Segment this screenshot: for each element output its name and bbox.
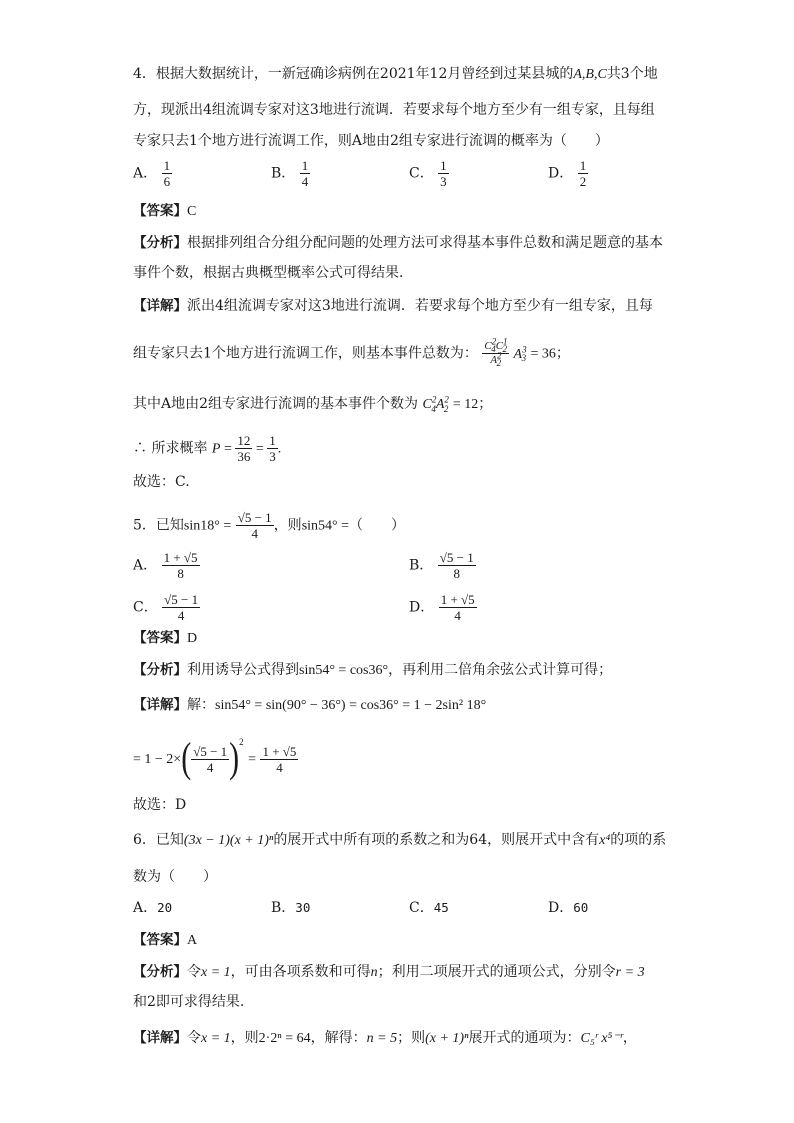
stem-text: 6．已知 <box>133 832 184 848</box>
fraction-numerator: √5 − 1 <box>164 592 199 607</box>
detail-formula: = 1 − 2× <box>133 752 182 767</box>
fraction-numerator: 1 <box>440 158 447 173</box>
fraction-denominator: 6 <box>163 174 171 189</box>
detail-result: = 36； <box>530 346 570 362</box>
q4-conclusion: 故选：C. <box>133 474 190 490</box>
fraction-numerator: 1 + √5 <box>440 592 475 607</box>
q4-stem-vars: A,B,C <box>573 67 607 82</box>
detail-fraction <box>191 744 229 775</box>
detail-text: 派出4组流调专家对这3地进行流调．若要求每个地方至少有一组专家，且每 <box>187 298 653 314</box>
q6-detail-line1 <box>133 1028 637 1049</box>
combination-expr: $C^2_4A^2_2$ <box>422 394 449 414</box>
q6-option-a <box>133 898 172 918</box>
detail-tag: 【详解】 <box>133 1030 187 1046</box>
left-paren: ( <box>181 735 192 782</box>
answer-value: C <box>187 204 197 219</box>
analysis-text: ，可由各项系数和可得 <box>230 964 371 980</box>
detail-text: 令 <box>187 1030 201 1046</box>
q4-option-b <box>271 158 310 189</box>
fraction-numerator: 1 + √5 <box>262 743 297 759</box>
fraction-denominator: 8 <box>177 566 184 581</box>
q6-analysis-line2: 和2即可求得结果. <box>133 994 245 1010</box>
analysis-text: 令 <box>187 964 201 980</box>
answer-tag: 【答案】 <box>133 203 187 219</box>
option-value: 30 <box>295 900 311 915</box>
option-label: A． <box>133 557 158 574</box>
stem-fraction <box>236 510 274 541</box>
fraction-denominator: 2 <box>579 174 587 189</box>
option-fraction <box>438 550 476 581</box>
q6-answer <box>133 930 197 951</box>
right-paren: ) <box>229 735 240 782</box>
q6-analysis-line1 <box>133 962 645 983</box>
option-fraction <box>162 592 200 623</box>
option-label: B． <box>271 900 296 916</box>
option-label: D． <box>409 599 435 616</box>
q4-stem-line2: 方，现派出4组流调专家对这3地进行流调．若要求每个地方至少有一组专家，且每组 <box>133 102 655 118</box>
analysis-text: ；利用二项展开式的通项公式，分别令 <box>377 964 616 980</box>
analysis-tag: 【分析】 <box>133 662 187 678</box>
q5-option-a <box>133 550 200 581</box>
probability-fraction-2 <box>267 433 278 464</box>
fraction-denominator: 3 <box>269 449 276 464</box>
fraction-denominator: 4 <box>454 608 461 623</box>
option-fraction <box>438 158 449 189</box>
fraction-denominator: 4 <box>177 608 185 623</box>
detail-text: 其中A地由2组专家进行流调的基本事件个数为 <box>133 396 419 412</box>
q4-stem-line1 <box>133 64 658 85</box>
detail-text: ，则 <box>230 1030 259 1046</box>
analysis-text: 利用诱导公式得到 <box>187 662 299 678</box>
q4-option-a <box>133 158 172 189</box>
option-fraction <box>578 158 589 189</box>
detail-result-fraction <box>260 744 298 775</box>
q5-answer <box>133 628 197 649</box>
analysis-text: 根据排列组合分组分配问题的处理方法可求得基本事件总数和满足题意的基本 <box>187 235 663 251</box>
option-label: C． <box>409 900 434 916</box>
detail-text: 解： <box>187 697 215 713</box>
q4-analysis-line2: 事件个数，根据古典概型概率公式可得结果. <box>133 265 404 281</box>
q5-option-b <box>409 550 476 581</box>
option-fraction <box>300 158 311 189</box>
analysis-tag: 【分析】 <box>133 235 187 251</box>
fraction-numerator: √5 − 1 <box>237 510 272 525</box>
detail-text: ；则 <box>397 1030 426 1046</box>
stem-text: ，则 <box>273 517 302 534</box>
option-label: A． <box>133 165 158 182</box>
probability-symbol: P <box>211 441 221 457</box>
fraction-numerator: 1 + √5 <box>163 550 198 565</box>
option-label: A． <box>133 900 158 916</box>
q6-option-d <box>548 898 588 918</box>
option-label: D． <box>548 165 574 182</box>
analysis-text: ，再利用二倍角余弦公式计算可得； <box>388 662 613 678</box>
answer-value: D <box>187 631 198 646</box>
fraction-numerator: $C^2_4C^1_2$ <box>484 336 508 355</box>
detail-text: ，解得： <box>310 1030 367 1046</box>
option-label: B． <box>271 165 296 182</box>
fraction-numerator: 1 <box>301 158 309 173</box>
detail-formula: (x + 1)ⁿ <box>425 1031 469 1046</box>
option-fraction <box>162 550 200 581</box>
fraction-numerator: √5 − 1 <box>439 550 474 565</box>
stem-formula: sin54° = <box>301 518 350 534</box>
q4-detail-line3 <box>133 394 492 415</box>
detail-result: = 12； <box>452 397 493 412</box>
q5-option-c <box>133 592 200 623</box>
detail-text: ∴ 所求概率 <box>133 440 208 457</box>
detail-text: 展开式的通项为： <box>468 1030 581 1046</box>
stem-formula: (3x − 1)(x + 1)ⁿ <box>183 833 274 848</box>
analysis-tag: 【分析】 <box>133 964 187 980</box>
q4-detail-line1 <box>133 296 653 316</box>
detail-formula: 2·2ⁿ = 64 <box>258 1031 311 1046</box>
q5-analysis <box>133 660 612 681</box>
option-label: D． <box>548 900 574 916</box>
combination-fraction <box>482 336 509 369</box>
option-label: C． <box>409 165 434 182</box>
fraction-denominator: 4 <box>206 759 214 775</box>
q4-stem-text: 4．根据大数据统计，一新冠确诊病例在2021年12月曾经到过某县城的 <box>133 66 574 82</box>
q4-option-d <box>548 158 588 189</box>
stem-text: （ ） <box>349 517 406 534</box>
detail-formula: x = 1 <box>201 1031 231 1046</box>
analysis-formula: sin54° = cos36° <box>299 663 389 678</box>
stem-text: 的展开式中所有项的系数之和为64，则展开式中含有 <box>273 832 600 848</box>
probability-fraction-1 <box>235 433 252 464</box>
q5-detail-line1 <box>133 695 486 716</box>
detail-formula: sin54° = sin(90° − 36°) = cos36° = 1 − 2sin² 18° <box>215 698 487 713</box>
fraction-denominator: 3 <box>440 174 447 189</box>
option-fraction <box>439 592 477 623</box>
fraction-numerator: √5 − 1 <box>193 743 228 759</box>
detail-text: 组专家只去1个地方进行流调工作，则基本事件总数为： <box>133 345 478 362</box>
equals-sign: = <box>248 752 257 767</box>
detail-tag: 【详解】 <box>133 697 187 713</box>
q5-stem <box>133 510 405 541</box>
detail-formula: C₅ʳ x⁵⁻ʳ <box>580 1031 623 1046</box>
analysis-formula: r = 3 <box>615 965 645 980</box>
fraction-numerator: 12 <box>237 433 251 448</box>
q6-stem-line2: 数为（ ） <box>133 869 217 885</box>
option-value: 60 <box>573 900 589 915</box>
option-label: B． <box>409 557 434 574</box>
q6-option-c <box>409 898 449 918</box>
fraction-denominator: 4 <box>301 174 309 189</box>
analysis-formula: n <box>370 965 378 980</box>
fraction-denominator: $A^2_2$ <box>490 350 502 369</box>
fraction-numerator: 1 <box>163 158 171 173</box>
stem-formula: x⁴ <box>599 833 611 848</box>
option-value: 20 <box>157 900 173 915</box>
option-fraction <box>162 158 173 189</box>
fraction-denominator: 8 <box>453 566 460 581</box>
detail-formula: n = 5 <box>366 1031 398 1046</box>
q4-stem-line3: 专家只去1个地方进行流调工作，则A地由2组专家进行流调的概率为（ ） <box>133 133 609 149</box>
fraction-denominator: 4 <box>276 759 283 775</box>
option-label: C． <box>133 599 158 616</box>
q4-detail-line4: ∴ 所求概率 P = $\frac{12}{36}$ = $\frac{1}{3}$ . <box>133 433 282 464</box>
arrangement-symbol: $A^3_3$ <box>513 343 527 364</box>
analysis-formula: x = 1 <box>201 965 231 980</box>
q4-stem-tail: 共3个地 <box>606 66 658 82</box>
q4-detail-line2 <box>133 336 570 369</box>
q5-conclusion: 故选：D <box>133 797 187 813</box>
q5-detail-line2: = 1 − 2×( $\frac{√5 - 1}{4}$ )$^2$ = $\frac{1 + √5}{4}$ <box>133 735 297 782</box>
fraction-denominator: 36 <box>237 449 251 464</box>
stem-text: 的项的系 <box>610 832 667 848</box>
q6-option-b <box>271 898 310 918</box>
q4-analysis-line1 <box>133 233 663 253</box>
q6-stem-line1 <box>133 830 666 851</box>
detail-text: ， <box>622 1030 637 1046</box>
answer-tag: 【答案】 <box>133 932 187 948</box>
stem-text: 5．已知 <box>133 517 184 534</box>
fraction-numerator: 1 <box>269 433 276 448</box>
fraction-numerator: 1 <box>579 158 587 173</box>
answer-tag: 【答案】 <box>133 630 187 646</box>
detail-tag: 【详解】 <box>133 298 187 314</box>
fraction-denominator: 4 <box>251 526 258 541</box>
q4-option-c <box>409 158 449 189</box>
q4-answer <box>133 201 196 222</box>
option-value: 45 <box>433 900 449 915</box>
q5-option-d <box>409 592 477 623</box>
stem-formula: sin18° = <box>183 518 232 534</box>
answer-value: A <box>187 933 198 948</box>
